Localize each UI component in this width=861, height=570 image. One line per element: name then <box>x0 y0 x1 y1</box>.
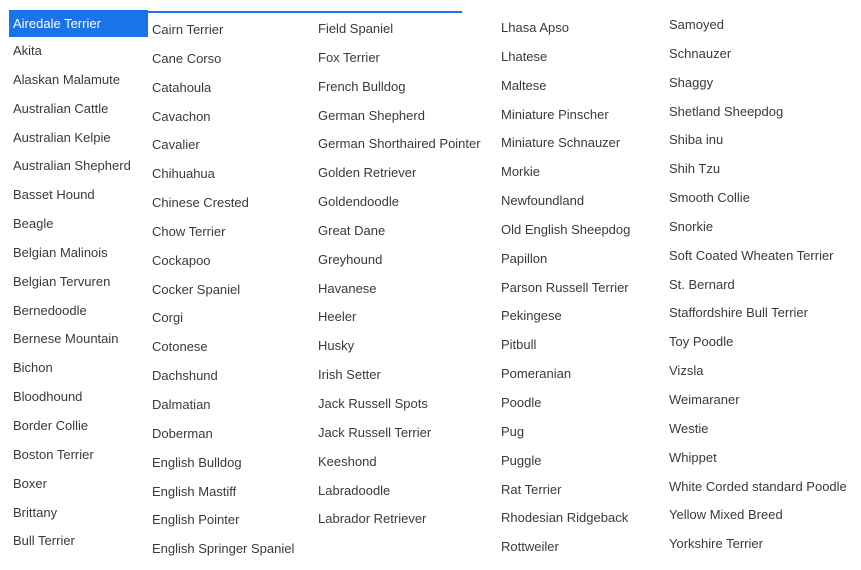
breed-option[interactable]: German Shorthaired Pointer <box>318 136 481 152</box>
breed-option[interactable]: Newfoundland <box>501 193 585 209</box>
breed-option[interactable]: Cavalier <box>152 137 200 153</box>
breed-option[interactable]: Pomeranian <box>501 366 572 382</box>
breed-option[interactable]: Beagle <box>13 216 54 232</box>
breed-option[interactable]: Schnauzer <box>669 45 732 61</box>
breed-option[interactable]: Westie <box>669 420 709 436</box>
breed-option[interactable]: German Shepherd <box>318 107 425 123</box>
breed-option[interactable]: Morkie <box>501 164 541 180</box>
breed-option[interactable]: White Corded standard Poodle <box>669 478 847 494</box>
breed-option[interactable]: Catahoula <box>152 79 212 95</box>
breed-option[interactable]: Cockapoo <box>152 252 211 268</box>
breed-option[interactable]: Miniature Schnauzer <box>501 135 621 151</box>
breed-option[interactable]: Field Spaniel <box>318 21 394 36</box>
breed-option[interactable]: English Mastiff <box>152 483 237 499</box>
dropdown-top-border <box>148 11 462 13</box>
breed-option[interactable]: St. Bernard <box>669 276 735 292</box>
breed-option[interactable]: Golden Retriever <box>318 165 417 181</box>
breed-option[interactable]: Bernedoodle <box>13 302 87 318</box>
breed-option[interactable]: Old English Sheepdog <box>501 221 631 237</box>
breed-column-4 <box>497 14 665 562</box>
breed-option[interactable]: Parson Russell Terrier <box>501 279 629 295</box>
breed-option[interactable]: Vizsla <box>669 363 704 379</box>
breed-option[interactable]: Chinese Crested <box>152 195 249 211</box>
breed-option[interactable]: Rat Terrier <box>501 481 562 497</box>
breed-option[interactable]: Greyhound <box>318 251 383 267</box>
breed-option[interactable]: Brittany <box>13 504 58 520</box>
breed-option[interactable]: Lhasa Apso <box>501 20 569 35</box>
breed-option[interactable]: Poodle <box>501 394 542 410</box>
breed-option[interactable]: Boxer <box>13 475 47 491</box>
breed-option[interactable]: Irish Setter <box>318 367 381 383</box>
breed-option[interactable]: Cavachon <box>152 108 211 124</box>
breed-option[interactable]: Pitbull <box>501 337 537 353</box>
breed-option[interactable]: Cairn Terrier <box>152 22 224 37</box>
breed-option[interactable]: Snorkie <box>669 218 714 234</box>
breed-column-3 <box>314 15 494 534</box>
breed-option[interactable]: Great Dane <box>318 222 386 238</box>
breed-option[interactable]: Akita <box>13 43 42 58</box>
breed-option[interactable]: Weimaraner <box>669 391 740 407</box>
breed-option[interactable]: Bernese Mountain <box>13 331 119 347</box>
breed-option[interactable]: Belgian Malinois <box>13 244 108 260</box>
breed-option[interactable]: Boston Terrier <box>13 446 94 462</box>
breed-column-1 <box>9 10 148 556</box>
breed-option[interactable]: Staffordshire Bull Terrier <box>669 305 808 321</box>
breed-option[interactable]: Pug <box>501 423 525 439</box>
breed-option[interactable]: French Bulldog <box>318 78 406 94</box>
breed-option[interactable]: Papillon <box>501 250 548 266</box>
breed-option[interactable]: Cane Corso <box>152 50 222 66</box>
breed-option[interactable]: Lhatese <box>501 48 548 64</box>
breed-option[interactable]: Shih Tzu <box>669 161 721 177</box>
breed-option[interactable]: Shiba inu <box>669 132 724 148</box>
breed-option[interactable]: Doberman <box>152 425 213 441</box>
breed-option[interactable]: Rhodesian Ridgeback <box>501 510 629 526</box>
breed-option[interactable]: Yellow Mixed Breed <box>669 507 783 523</box>
breed-option[interactable]: Chow Terrier <box>152 223 226 239</box>
breed-option[interactable]: Jack Russell Terrier <box>318 424 432 440</box>
breed-column-5 <box>665 11 855 559</box>
breed-option[interactable]: Bichon <box>13 360 53 376</box>
breed-option[interactable]: Australian Cattle <box>13 100 109 116</box>
breed-option[interactable]: Shetland Sheepdog <box>669 103 784 119</box>
breed-option[interactable]: Labradoodle <box>318 482 391 498</box>
breed-option[interactable]: Dachshund <box>152 368 218 384</box>
breed-option[interactable]: Alaskan Malamute <box>13 71 120 87</box>
breed-option[interactable]: Soft Coated Wheaten Terrier <box>669 247 834 263</box>
breed-option[interactable]: Dalmatian <box>152 396 211 412</box>
breed-option[interactable]: Rottweiler <box>501 539 559 555</box>
breed-option[interactable]: Goldendoodle <box>318 194 399 210</box>
breed-option[interactable]: Whippet <box>669 449 717 465</box>
breed-option[interactable]: English Bulldog <box>152 454 242 470</box>
breed-option[interactable]: Yorkshire Terrier <box>669 536 763 552</box>
breed-option[interactable]: Puggle <box>501 452 542 468</box>
breed-option[interactable]: English Pointer <box>152 512 240 528</box>
breed-option[interactable]: Miniature Pinscher <box>501 106 609 122</box>
breed-option[interactable]: Corgi <box>152 310 184 326</box>
breed-option[interactable]: Toy Poodle <box>669 334 734 350</box>
breed-option[interactable]: English Springer Spaniel <box>152 541 295 557</box>
breed-option[interactable]: Smooth Collie <box>669 190 750 206</box>
breed-option[interactable]: Havanese <box>318 280 377 296</box>
breed-option[interactable]: Pekingese <box>501 308 562 324</box>
breed-option[interactable]: Australian Kelpie <box>13 129 111 145</box>
breed-option[interactable]: Australian Shepherd <box>13 158 131 174</box>
breed-column-2 <box>148 16 314 564</box>
breed-option[interactable]: Fox Terrier <box>318 49 380 65</box>
breed-option[interactable]: Cotonese <box>152 339 208 355</box>
breed-option-selected[interactable]: Airedale Terrier <box>9 10 148 37</box>
breed-option[interactable]: Chihuahua <box>152 166 215 182</box>
breed-option[interactable]: Cocker Spaniel <box>152 281 241 297</box>
breed-option[interactable]: Jack Russell Spots <box>318 395 428 411</box>
breed-option[interactable]: Heeler <box>318 309 357 325</box>
breed-option[interactable]: Basset Hound <box>13 187 95 203</box>
breed-option[interactable]: Belgian Tervuren <box>13 273 111 289</box>
breed-option[interactable]: Bloodhound <box>13 389 83 405</box>
breed-option[interactable]: Labrador Retriever <box>318 511 427 527</box>
breed-option[interactable]: Bull Terrier <box>13 533 75 549</box>
breed-option[interactable]: Keeshond <box>318 453 377 469</box>
breed-option[interactable]: Border Collie <box>13 417 89 433</box>
breed-option[interactable]: Maltese <box>501 77 547 93</box>
breed-option[interactable]: Samoyed <box>669 17 724 32</box>
breed-option[interactable]: Husky <box>318 338 355 354</box>
breed-option[interactable]: Shaggy <box>669 74 714 90</box>
